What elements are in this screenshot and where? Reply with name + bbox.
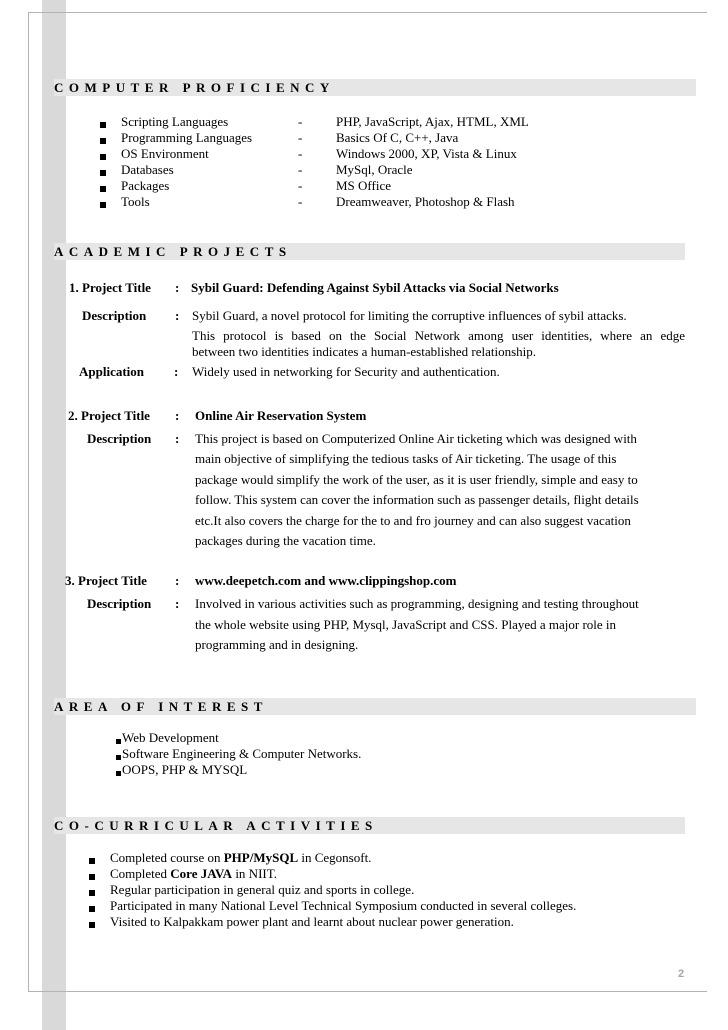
proficiency-dash: -	[298, 146, 303, 161]
proficiency-bullet-icon	[100, 196, 106, 212]
colon: :	[174, 364, 179, 379]
activity-item: Participated in many National Level Technical Symposium conducted in several colleges.	[110, 898, 577, 913]
activity-item: Completed course on PHP/MySQL in Cegonsoft.	[110, 850, 372, 865]
description-line: main objective of simplifying the tedious tasks of Air ticketing. The usage of this	[195, 451, 617, 466]
proficiency-label: Databases	[121, 162, 174, 177]
proficiency-dash: -	[298, 114, 303, 129]
colon: :	[175, 431, 180, 446]
area-of-interest-heading: AREA OF INTEREST	[54, 698, 696, 715]
page-number: 2	[678, 968, 685, 980]
activity-bullet-icon	[89, 884, 95, 900]
description-label: Description	[87, 596, 152, 611]
computer-proficiency-heading: COMPUTER PROFICIENCY	[54, 79, 696, 96]
proficiency-bullet-icon	[100, 164, 106, 180]
activity-bullet-icon	[89, 868, 95, 884]
co-curricular-heading: CO-CURRICULAR ACTIVITIES	[54, 817, 685, 834]
activity-item: Completed Core JAVA in NIIT.	[110, 866, 277, 881]
proficiency-dash: -	[298, 194, 303, 209]
proficiency-dash: -	[298, 162, 303, 177]
description-line: This project is based on Computerized Online Air ticketing which was designed with	[195, 431, 637, 446]
description-line: programming and in designing.	[195, 637, 359, 652]
description-line: the whole website using PHP, Mysql, JavaScript and CSS. Played a major role in	[195, 617, 617, 632]
colon: :	[175, 280, 180, 295]
activity-bullet-icon	[89, 900, 95, 916]
interest-bullet-icon	[116, 748, 121, 764]
colon: :	[175, 408, 180, 423]
proficiency-value: Basics Of C, C++, Java	[336, 130, 459, 145]
academic-projects-heading: ACADEMIC PROJECTS	[54, 243, 685, 260]
description-line: Involved in various activities such as programming, designing and testing throughout	[195, 596, 639, 611]
proficiency-bullet-icon	[100, 180, 106, 196]
activity-item: Visited to Kalpakkam power plant and learnt about nuclear power generation.	[110, 914, 514, 929]
proficiency-value: MS Office	[336, 178, 392, 193]
proficiency-value: Windows 2000, XP, Vista & Linux	[336, 146, 517, 161]
activity-bullet-icon	[89, 852, 95, 868]
proficiency-value: Dreamweaver, Photoshop & Flash	[336, 194, 515, 209]
activity-item: Regular participation in general quiz and sports in college.	[110, 882, 415, 897]
proficiency-bullet-icon	[100, 132, 106, 148]
proficiency-label: Tools	[121, 194, 150, 209]
description-line: etc.It also covers the charge for the to and fro journey and can also suggest vacation	[195, 513, 631, 528]
colon: :	[175, 573, 180, 588]
interest-bullet-icon	[116, 732, 121, 748]
proficiency-label: OS Environment	[121, 146, 209, 161]
application-text: Widely used in networking for Security and authentication.	[192, 364, 500, 379]
description-line: package would simplify the work of the user, as it is user friendly, simple and easy to	[195, 472, 638, 487]
description-line: This protocol is based on the Social Network among user identities, where an edge	[192, 328, 685, 343]
description-line: Sybil Guard, a novel protocol for limiting the corruptive influences of sybil attacks.	[192, 308, 627, 323]
description-label: Description	[82, 308, 147, 323]
proficiency-bullet-icon	[100, 148, 106, 164]
proficiency-value: MySql, Oracle	[336, 162, 413, 177]
proficiency-label: Programming Languages	[121, 130, 253, 145]
proficiency-bullet-icon	[100, 116, 106, 132]
colon: :	[175, 596, 180, 611]
interest-item: Web Development	[122, 730, 219, 745]
application-label: Application	[79, 364, 145, 379]
proficiency-label: Packages	[121, 178, 170, 193]
project-title-label: 3. Project Title	[65, 573, 147, 588]
description-label: Description	[87, 431, 152, 446]
description-line: between two identities indicates a human-established relationship.	[192, 344, 537, 359]
interest-item: OOPS, PHP & MYSQL	[122, 762, 248, 777]
description-line: follow. This system can cover the information such as passenger details, flight details	[195, 492, 639, 507]
project-title: www.deepetch.com and www.clippingshop.com	[195, 573, 457, 588]
interest-item: Software Engineering & Computer Networks.	[122, 746, 362, 761]
activity-bullet-icon	[89, 916, 95, 932]
project-title: Sybil Guard: Defending Against Sybil Attacks via Social Networks	[191, 280, 559, 295]
proficiency-value: PHP, JavaScript, Ajax, HTML, XML	[336, 114, 529, 129]
project-title-label: 1. Project Title	[69, 280, 151, 295]
proficiency-dash: -	[298, 178, 303, 193]
description-line: packages during the vacation time.	[195, 533, 376, 548]
proficiency-dash: -	[298, 130, 303, 145]
project-title: Online Air Reservation System	[195, 408, 367, 423]
proficiency-label: Scripting Languages	[121, 114, 229, 129]
colon: :	[175, 308, 180, 323]
interest-bullet-icon	[116, 764, 121, 780]
project-title-label: 2. Project Title	[68, 408, 150, 423]
